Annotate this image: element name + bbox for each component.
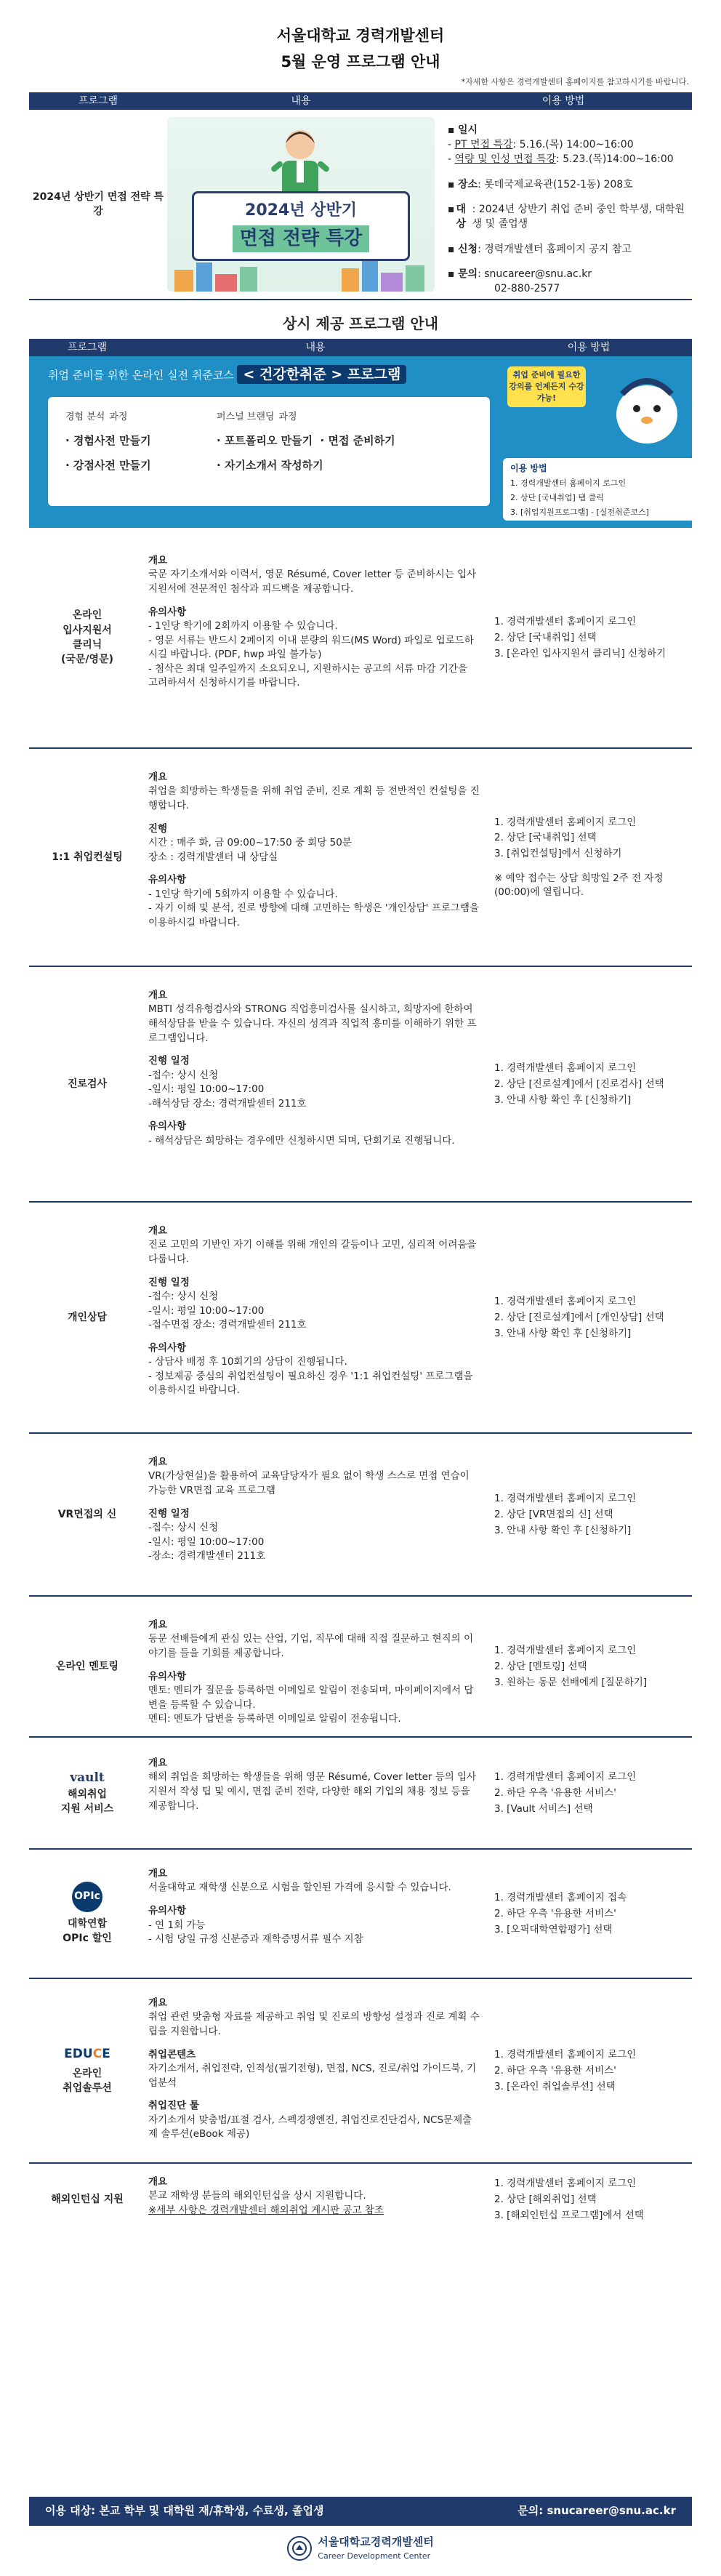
monthly-program-row bbox=[29, 110, 692, 300]
course-box bbox=[48, 397, 490, 506]
usage-step: 2. 상단 [진로설계]에서 [개인상담] 선택 bbox=[494, 1312, 664, 1324]
opic-note-1: - 연 1회 가능 bbox=[148, 1919, 206, 1931]
pt-interview-label: PT 면접 특강 bbox=[454, 139, 513, 151]
consult-note-2: - 자기 이해 및 분석, 진로 방향에 대해 고민하는 학생은 '개인상담' 프로그램을 이용하시길 바랍니다. bbox=[148, 902, 480, 928]
course-branding-sub: 과정 bbox=[278, 411, 297, 422]
educe-logo: EDUCE bbox=[64, 2047, 110, 2062]
section-head: 유의사항 bbox=[148, 874, 187, 886]
section-head: 개요 bbox=[148, 2175, 168, 2188]
section-head: 유의사항 bbox=[148, 1341, 187, 1354]
educe-name-a: 온라인 bbox=[72, 2067, 102, 2079]
usage-step: 3. [해외인턴십 프로그램]에서 선택 bbox=[494, 2209, 644, 2221]
usage-step: 2. 상단 [국내취업] 선택 bbox=[494, 832, 597, 844]
banner-sign-main: 면접 전략 특강 bbox=[233, 225, 370, 253]
city-skyline-icon bbox=[167, 260, 435, 292]
vr-overview: VR(가상현실)을 활용하여 교육담당자가 필요 없이 학생 스스로 면접 연습이 가능한 VR면접 교육 프로그램 bbox=[148, 1470, 470, 1496]
opic-note-2: - 시험 당일 규정 신분증과 재학증명서류 필수 지참 bbox=[148, 1933, 363, 1946]
interview-lecture-banner bbox=[167, 117, 435, 292]
section-head: 개요 bbox=[148, 1867, 168, 1879]
usage-note: ※ 예약 접수는 상담 희망일 2주 전 자정(00:00)에 열립니다. bbox=[494, 872, 664, 899]
usage-step: 1. 경력개발센터 홈페이지 로그인 bbox=[494, 1062, 637, 1075]
program-row-educe bbox=[29, 1979, 692, 2164]
usage-step: 3. [온라인 입사지원서 클리닉] 신청하기 bbox=[494, 647, 666, 659]
step-item: 1. 경력개발센터 홈페이지 로그인 bbox=[510, 478, 627, 489]
section-head: 진행 일정 bbox=[148, 1055, 190, 1067]
usage-step: 3. [취업컨설팅]에서 신청하기 bbox=[494, 848, 622, 860]
section-head: 진행 일정 bbox=[148, 1507, 190, 1520]
course-branding-head: 퍼스널 브랜딩 bbox=[217, 411, 275, 422]
org-name-en: Career Development Center bbox=[318, 2551, 431, 2561]
footer-bar bbox=[29, 2497, 692, 2526]
vr-time: -일시: 평일 10:00~17:00 bbox=[148, 1536, 265, 1548]
usage-step: 1. 경력개발센터 홈페이지 로그인 bbox=[494, 2049, 637, 2061]
usage-step: 1. 경력개발센터 홈페이지 접속 bbox=[494, 1892, 627, 1904]
always-table-header bbox=[29, 339, 692, 356]
course-item[interactable]: · 경험사전 만들기 bbox=[65, 434, 151, 448]
usage-step: 1. 경력개발센터 홈페이지 로그인 bbox=[494, 2178, 637, 2190]
essay-overview: 국문 자기소개서와 이력서, 영문 Résumé, Cover letter 등 준비하시는 입사지원서에 전문적인 첨삭과 피드백을 제공합니다. bbox=[148, 569, 477, 595]
col-usage-2: 이용 방법 bbox=[567, 341, 611, 353]
vault-overview: 해외 취업을 희망하는 학생들을 위해 영문 Résumé, Cover letter 등의 입사지원서 작성 팁 및 예시, 면접 준비 전략, 다양한 해외 기업의 채용 정보 등을 제공합니다. bbox=[148, 1771, 477, 1812]
vault-name-b: 지원 서비스 bbox=[60, 1803, 114, 1815]
test-name: 진로검사 bbox=[67, 1078, 108, 1090]
usage-step: 1. 경력개발센터 홈페이지 로그인 bbox=[494, 816, 637, 828]
consult-overview: 취업을 희망하는 학생들을 위해 취업 준비, 진로 계획 등 전반적인 컨설팅을 진행합니다. bbox=[148, 785, 480, 811]
monthly-table-header bbox=[29, 92, 692, 110]
program-row-consulting bbox=[29, 749, 692, 967]
usage-step: 3. [오픽대학연합평가] 선택 bbox=[494, 1923, 613, 1935]
page-header bbox=[0, 0, 721, 73]
counsel-apply: -접수: 상시 신청 bbox=[148, 1291, 219, 1303]
essay-name-a: 온라인 bbox=[72, 609, 102, 622]
educe-overview: 취업 관련 맞춤형 자료를 제공하고 취업 및 진로의 방향성 설정과 진로 계획 수립을 지원합니다. bbox=[148, 2011, 480, 2037]
target-value: : 2024년 상반기 취업 준비 중인 학부생, 대학원생 및 졸업생 bbox=[472, 204, 685, 230]
usage-step: 3. 원하는 동문 선배에게 [질문하기] bbox=[494, 1676, 648, 1688]
col-program-2: 프로그램 bbox=[67, 341, 108, 353]
contact-email[interactable]: : snucareer@snu.ac.kr bbox=[478, 268, 592, 280]
section-head: 개요 bbox=[148, 1997, 168, 2009]
essay-note-2: - 영문 서류는 반드시 2페이지 이내 분량의 워드(MS Word) 파일로 업로드하시길 바랍니다. (PDF, hwp 파일 불가능) bbox=[148, 634, 474, 661]
section-head: 개요 bbox=[148, 1456, 168, 1468]
counsel-place: -접수면접 장소: 경력개발센터 211호 bbox=[148, 1319, 307, 1331]
usage-step: 1. 경력개발센터 홈페이지 로그인 bbox=[494, 1645, 637, 1657]
test-note: - 해석상담은 희망하는 경우에만 신청하시면 되며, 단회기로 진행됩니다. bbox=[148, 1134, 455, 1147]
program-row-vault bbox=[29, 1738, 692, 1850]
counsel-note-1: - 상담사 배정 후 10회기의 상담이 진행됩니다. bbox=[148, 1356, 347, 1368]
vr-place: -장소: 경력개발센터 211호 bbox=[148, 1550, 266, 1562]
intern-name: 해외인턴십 지원 bbox=[51, 2193, 124, 2205]
counsel-time: -일시: 평일 10:00~17:00 bbox=[148, 1304, 265, 1317]
intern-overview: 본교 재학생 분들의 해외인턴십을 상시 지원합니다. bbox=[148, 2190, 366, 2202]
target-label: 대상 bbox=[456, 204, 466, 230]
step-item: 2. 상단 [국내취업] 탭 클릭 bbox=[510, 493, 604, 503]
footer-logo bbox=[0, 2535, 721, 2562]
usage-step: 3. 안내 사항 확인 후 [신청하기] bbox=[494, 1327, 632, 1339]
course-experience-head: 경험 분석 bbox=[65, 411, 105, 422]
consult-note-1: - 1인당 학기에 5회까지 이용할 수 있습니다. bbox=[148, 888, 338, 900]
usage-step: 3. 안내 사항 확인 후 [신청하기] bbox=[494, 1094, 632, 1106]
opic-overview: 서울대학교 재학생 신분으로 시험을 할인된 가격에 응시할 수 있습니다. bbox=[148, 1882, 451, 1894]
educe-contents: 자기소개서, 취업전략, 인적성(필기전형), 면접, NCS, 진로/취업 가이드북, 기업분석 bbox=[148, 2063, 477, 2089]
schedule-label: 일시 bbox=[458, 124, 478, 136]
section-head: 개요 bbox=[148, 554, 168, 566]
counsel-overview: 진로 고민의 기반인 자기 이해를 위해 개인의 갈등이나 고민, 심리적 어려움을 다룹니다. bbox=[148, 1239, 477, 1265]
usage-step: 3. [Vault 서비스] 선택 bbox=[494, 1802, 593, 1815]
mentor-overview: 동문 선배들에게 관심 있는 산업, 기업, 직무에 대해 직접 질문하고 현직의 이야기를 들을 기회를 제공합니다. bbox=[148, 1633, 474, 1659]
role-interview-date: : 5.23.(목)14:00~16:00 bbox=[556, 153, 674, 166]
educe-tools: 자기소개서 맞춤법/표절 검사, 스펙경쟁엔진, 취업진로진단검사, NCS문제출제 솔루션(eBook 제공) bbox=[148, 2114, 472, 2140]
program-row-test bbox=[29, 967, 692, 1203]
usage-step: 2. 상단 [멘토링] 선택 bbox=[494, 1661, 587, 1673]
section-head: 유의사항 bbox=[148, 1670, 187, 1682]
opic-name-a: 대학연합 bbox=[67, 1917, 108, 1930]
essay-note-3: - 첨삭은 최대 일주일까지 소요되오니, 지원하시는 공고의 서류 마감 기간을 고려하셔서 신청하시기를 바랍니다. bbox=[148, 662, 468, 689]
monthly-program-info: ▪ 일시 - PT 면접 특강: 5.16.(목) 14:00~16:00 - 역량 및 인성 면접 특강: 5.23.(목)14:00~16:00 ▪ 장소 : 롯데국제교육관(152-1동) 208호 ▪ 대상 : 2024년 상반기 취업 준비 중인 학부생, 대학원생 및 졸업생 ▪ 신청 : 경력개발센터 홈페이지 공지 참고 ▪ 문의 : snucareer@snu.ac.kr 02-880-2577 bbox=[435, 110, 692, 299]
usage-step: 2. 상단 [VR면접의 신] 선택 bbox=[494, 1509, 613, 1521]
reference-note: *자세한 사항은 경력개발센터 홈페이지를 참고하시기를 바랍니다. bbox=[461, 76, 689, 87]
section-head: 유의사항 bbox=[148, 606, 187, 618]
footer-target: 이용 대상: 본교 학부 및 대학원 재/휴학생, 수료생, 졸업생 bbox=[45, 2504, 324, 2518]
test-apply: -접수: 상시 신청 bbox=[148, 1069, 219, 1081]
banner-sign-top: 2024년 상반기 bbox=[245, 201, 357, 220]
footer-contact[interactable]: 문의: snucareer@snu.ac.kr bbox=[517, 2504, 676, 2518]
col-content: 내용 bbox=[291, 95, 311, 107]
usage-step: 3. 안내 사항 확인 후 [신청하기] bbox=[494, 1524, 632, 1536]
educe-name-b: 취업솔루션 bbox=[63, 2082, 112, 2095]
usage-step: 2. 상단 [진로설계]에서 [진로검사] 선택 bbox=[494, 1078, 664, 1091]
banner-sign bbox=[192, 191, 410, 261]
course-experience-sub: 과정 bbox=[109, 411, 128, 422]
essay-note-1: - 1인당 학기에 2회까지 이용할 수 있습니다. bbox=[148, 620, 338, 633]
steps-title: 이용 방법 bbox=[510, 462, 547, 473]
section-head: 진행 bbox=[148, 822, 168, 835]
promo-intro: 취업 준비를 위한 온라인 실전 취준코스 bbox=[48, 368, 234, 382]
program-row-vr bbox=[29, 1434, 692, 1597]
course-item[interactable]: · 포트폴리오 만들기 bbox=[217, 434, 313, 448]
section-head: 진행 일정 bbox=[148, 1276, 190, 1288]
university-seal-icon bbox=[287, 2536, 312, 2561]
pt-interview-date: : 5.16.(목) 14:00~16:00 bbox=[512, 139, 634, 151]
mentor-name: 온라인 멘토링 bbox=[55, 1660, 119, 1672]
place-value: : 롯데국제교육관(152-1동) 208호 bbox=[478, 178, 633, 190]
col-content-2: 내용 bbox=[305, 341, 326, 353]
online-course-promo bbox=[29, 356, 692, 528]
essay-name-d: (국문/영문) bbox=[60, 654, 113, 666]
vault-logo: vault bbox=[70, 1770, 105, 1786]
org-name-kr: 서울대학교경력개발센터 bbox=[318, 2535, 434, 2548]
section-head: 개요 bbox=[148, 1224, 168, 1237]
essay-name-b: 입사지원서 bbox=[63, 624, 112, 636]
section-head: 개요 bbox=[148, 989, 168, 1001]
role-interview-label: 역량 및 인성 면접 특강 bbox=[454, 153, 557, 166]
course-item[interactable]: · 강점사전 만들기 bbox=[65, 459, 151, 473]
test-place: -해석상담 장소: 경력개발센터 211호 bbox=[148, 1097, 307, 1110]
test-overview: MBTI 성격유형검사와 STRONG 직업흥미검사를 실시하고, 희망자에 한하여 해석상담을 받을 수 있습니다. 자신의 성격과 직업적 흥미를 이해하기 위한 프로그램입니다. bbox=[148, 1003, 477, 1044]
center-title: 서울대학교 경력개발센터 bbox=[276, 27, 445, 44]
section-head: 취업콘텐츠 bbox=[148, 2048, 196, 2061]
essay-name-c: 클리닉 bbox=[72, 638, 102, 651]
mentor-note-2: 멘티: 멘토가 답변을 등록하면 이메일로 알림이 전송됩니다. bbox=[148, 1713, 401, 1725]
vault-name-a: 해외취업 bbox=[67, 1788, 108, 1800]
usage-step: 2. 상단 [국내취업] 선택 bbox=[494, 632, 597, 644]
col-usage: 이용 방법 bbox=[541, 95, 585, 107]
section-head: 유의사항 bbox=[148, 1120, 187, 1133]
consult-name: 1:1 취업컨설팅 bbox=[52, 851, 123, 863]
section-head: 개요 bbox=[148, 1618, 168, 1631]
always-section-title: 상시 제공 프로그램 안내 bbox=[282, 314, 439, 332]
usage-step: 2. 하단 우측 '유용한 서비스' bbox=[494, 1908, 616, 1920]
usage-step: 3. [온라인 취업솔루션] 선택 bbox=[494, 2080, 616, 2093]
usage-step: 1. 경력개발센터 홈페이지 로그인 bbox=[494, 1493, 637, 1505]
notice-subtitle: 5월 운영 프로그램 안내 bbox=[281, 53, 440, 71]
col-program: 프로그램 bbox=[78, 95, 118, 107]
program-row-counsel bbox=[29, 1203, 692, 1434]
section-head: 개요 bbox=[148, 771, 168, 783]
opic-name-b: OPIc 할인 bbox=[63, 1932, 112, 1944]
monthly-program-name: 2024년 상반기 면접 전략 특강 bbox=[32, 190, 164, 217]
vr-name: VR면접의 신 bbox=[57, 1508, 117, 1520]
consult-time: 시간 : 매주 화, 금 09:00~17:50 중 회당 50분 bbox=[148, 837, 352, 849]
promo-tag: < 건강한취준 > 프로그램 bbox=[237, 365, 406, 384]
mascot-icon bbox=[608, 372, 686, 448]
mentor-note-1: 멘토: 멘티가 질문을 등록하면 이메일로 알림이 전송되며, 마이페이지에서 답변을 등록할 수 있습니다. bbox=[148, 1685, 474, 1711]
step-item: 3. [취업지원프로그램] - [실전취준코스] bbox=[510, 507, 649, 518]
contact-phone: 02-880-2577 bbox=[494, 283, 560, 295]
apply-value: : 경력개발센터 홈페이지 공지 참고 bbox=[478, 243, 632, 255]
program-row-mentoring bbox=[29, 1597, 692, 1738]
counsel-note-2: - 정보제공 중심의 취업컨설팅이 필요하신 경우 '1:1 취업컨설팅' 프로그램을 이용하시길 바랍니다. bbox=[148, 1370, 473, 1397]
section-head: 개요 bbox=[148, 1757, 168, 1769]
consult-place: 장소 : 경력개발센터 내 상담실 bbox=[148, 851, 278, 863]
opic-logo: OPIc bbox=[72, 1882, 102, 1912]
program-row-intern bbox=[29, 2164, 692, 2235]
promo-badge: 취업 준비에 필요한 강의를 언제든지 수강 가능! bbox=[507, 366, 586, 407]
usage-step: 2. 상단 [해외취업] 선택 bbox=[494, 2194, 597, 2206]
vr-apply: -접수: 상시 신청 bbox=[148, 1522, 219, 1534]
course-item[interactable]: · 면접 준비하기 bbox=[320, 434, 395, 448]
program-row-opic bbox=[29, 1850, 692, 1979]
usage-step: 1. 경력개발센터 홈페이지 로그인 bbox=[494, 1296, 637, 1308]
usage-step: 2. 하단 우측 '유용한 서비스' bbox=[494, 1787, 616, 1799]
course-item[interactable]: · 자기소개서 작성하기 bbox=[217, 459, 323, 473]
section-head: 유의사항 bbox=[148, 1904, 187, 1917]
counsel-name: 개인상담 bbox=[67, 1311, 108, 1323]
usage-step: 1. 경력개발센터 홈페이지 로그인 bbox=[494, 616, 637, 628]
usage-step: 1. 경력개발센터 홈페이지 로그인 bbox=[494, 1771, 637, 1783]
test-time: -일시: 평일 10:00~17:00 bbox=[148, 1083, 265, 1096]
usage-step: 2. 하단 우측 '유용한 서비스' bbox=[494, 2065, 616, 2077]
section-head: 취업진단 툴 bbox=[148, 2100, 199, 2112]
contact-label: 문의 bbox=[458, 268, 478, 280]
apply-label: 신청 bbox=[458, 243, 478, 255]
place-label: 장소 bbox=[458, 178, 478, 190]
program-row-essay bbox=[29, 528, 692, 749]
intern-note: ※세부 사항은 경력개발센터 해외취업 게시판 공고 참조 bbox=[148, 2204, 384, 2216]
promo-steps bbox=[503, 458, 692, 521]
